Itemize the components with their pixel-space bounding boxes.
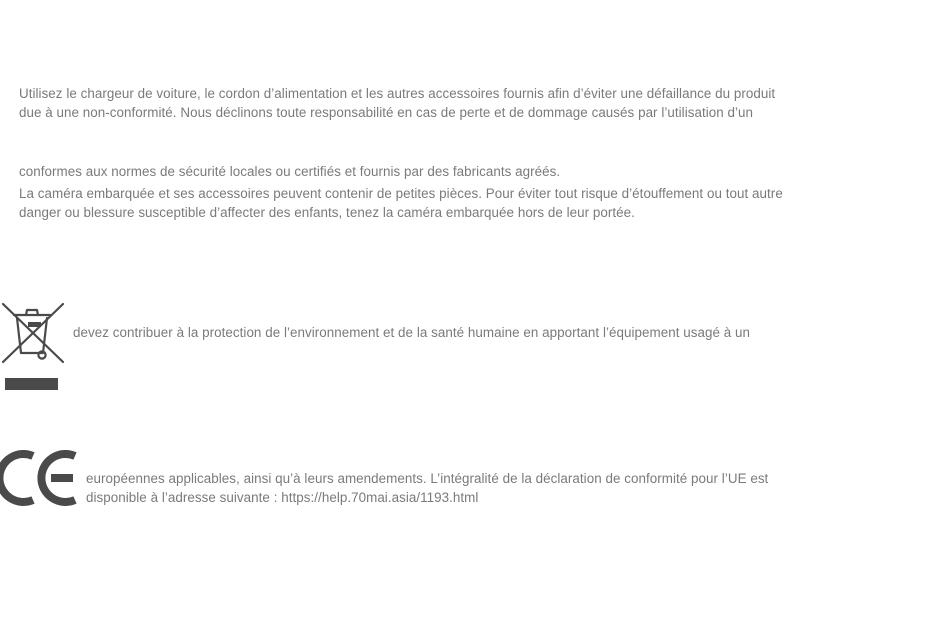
paragraph-small-parts-line-1: La caméra embarquée et ses accessoires peuvent contenir de petites pièces. Pour éviter tout risque d’étouffement ou tout autre: [19, 186, 783, 201]
ce-text-line-2: disponible à l’adresse suivante : https://help.70mai.asia/1193.html: [86, 490, 479, 505]
ce-text-line-1: européennes applicables, ainsi qu’à leurs amendements. L’intégralité de la déclaration de conformité pour l’UE est: [86, 471, 769, 486]
ce-mark-icon: [0, 450, 80, 506]
paragraph-accessories-line-1: Utilisez le chargeur de voiture, le cordon d’alimentation et les autres accessoires fournis afin d’éviter une défaillance du produit: [19, 86, 776, 101]
paragraph-small-parts-line-2: danger ou blessure susceptible d’affecter des enfants, tenez la caméra embarquée hors de leur portée.: [19, 205, 635, 220]
paragraph-standards-line: conformes aux normes de sécurité locales ou certifiés et fournis par des fabricants agréés.: [19, 164, 561, 179]
crossed-out-wheelie-bin-icon: [0, 300, 66, 392]
weee-text-line: devez contribuer à la protection de l’environnement et de la santé humaine en apportant l’équipement usagé à un: [73, 325, 751, 340]
paragraph-accessories-line-2: due à une non-conformité. Nous déclinons toute responsabilité en cas de perte et de dommage causés par l’utilisation d’un: [19, 105, 754, 120]
